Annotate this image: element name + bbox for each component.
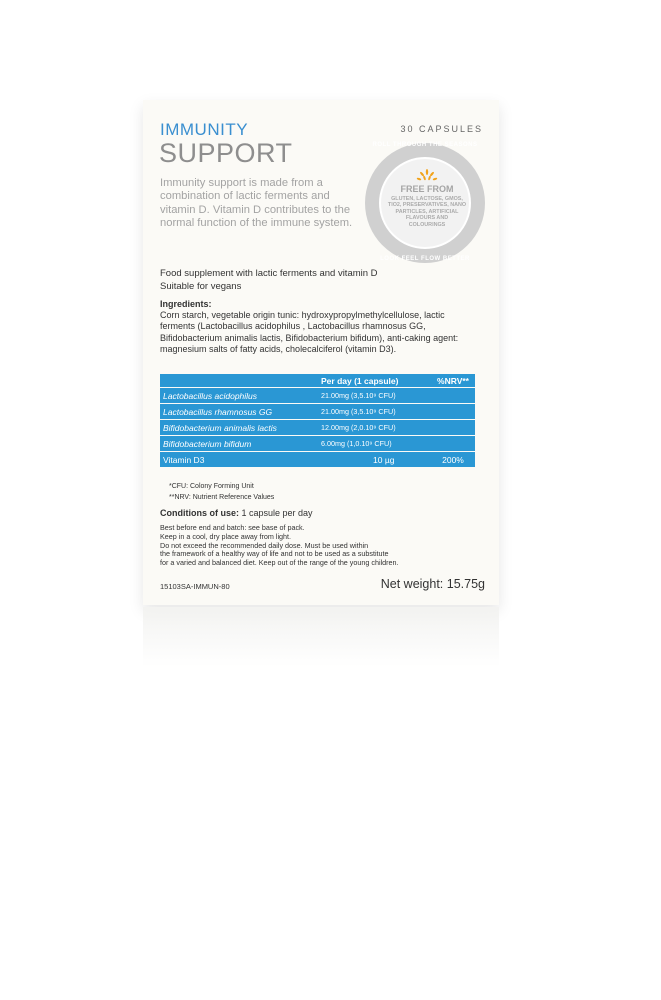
row-value: 6.00mg (1,0.10⁹ CFU)	[318, 436, 431, 451]
table-row	[160, 404, 475, 419]
row-value: 21.00mg (3,5.10⁹ CFU)	[318, 404, 431, 419]
conditions-details	[160, 524, 490, 568]
table-row	[160, 436, 475, 451]
row-nrv: 200%	[431, 452, 475, 467]
badge-heading: FREE FROM	[400, 184, 454, 194]
table-row	[160, 388, 475, 403]
badge-items: GLUTEN, LACTOSE, GMOS, TIO2, PRESERVATIVES, NANO PARTICLES, ARTIFICIAL FLAVOURS AND COLOURINGS	[387, 196, 467, 228]
table-row	[160, 420, 475, 435]
box-reflection	[143, 607, 499, 667]
row-value: 10 µg	[318, 452, 431, 467]
detail-line: the framework of a healthy way of life and not to be used as a substitute	[160, 549, 389, 559]
table-header-row	[160, 374, 475, 387]
detail-line: for a varied and balanced diet. Keep out of the range of the young children.	[160, 558, 399, 568]
row-name: Lactobacillus rhamnosus GG	[160, 404, 318, 419]
row-nrv	[431, 404, 475, 419]
row-name: Lactobacillus acidophilus	[160, 388, 318, 403]
title-support: SUPPORT	[159, 138, 293, 168]
table-header-blank	[160, 374, 318, 387]
table-row	[160, 452, 475, 467]
detail-line: Best before end and batch: see base of pack.	[160, 523, 305, 532]
supplement-line: Food supplement with lactic ferments and vitamin D	[160, 268, 378, 279]
vegan-line: Suitable for vegans	[160, 281, 242, 292]
detail-line: Keep in a cool, dry place away from light.	[160, 531, 292, 541]
nrv-note: **NRV: Nutrient Reference Values	[169, 494, 275, 501]
row-name: Bifidobacterium bifidum	[160, 436, 318, 451]
row-nrv	[431, 388, 475, 403]
conditions-of-use	[160, 508, 313, 518]
row-name: Vitamin D3	[160, 452, 318, 467]
product-code: 15103SA-IMMUN-80	[160, 582, 230, 591]
table-header-nrv: %NRV**	[431, 374, 475, 387]
badge-arc-top: ROLL THROUGH THE SEASONS	[372, 142, 478, 148]
badge-inner	[379, 157, 471, 249]
cfu-note: *CFU: Colony Forming Unit	[169, 483, 254, 490]
free-from-badge	[365, 143, 485, 263]
row-nrv	[431, 436, 475, 451]
ingredients-heading: Ingredients:	[160, 299, 212, 309]
title-immunity: IMMUNITY	[160, 120, 249, 139]
product-box	[143, 100, 499, 605]
nutrition-table	[160, 373, 475, 468]
conditions-value: 1 capsule per day	[241, 508, 313, 518]
table-header-perday: Per day (1 capsule)	[318, 374, 431, 387]
conditions-label: Conditions of use:	[160, 508, 239, 518]
sun-icon	[416, 168, 438, 184]
row-nrv	[431, 420, 475, 435]
row-name: Bifidobacterium animalis lactis	[160, 420, 318, 435]
row-value: 12.00mg (2,0.10⁹ CFU)	[318, 420, 431, 435]
capsule-count: 30 CAPSULES	[400, 124, 483, 134]
ingredients-text: Corn starch, vegetable origin tunic: hydroxypropylmethylcellulose, lactic ferments (Lactobacillus acidophilus , Lactobacillus rhamnosus GG, Bifidobacterium animalis lactis, Bifidobacterium bifidum), anti-caking agent: magnesium salts of fatty acids, cholecalciferol (vitamin D3).	[160, 310, 459, 354]
badge-arc-bottom: LOOK FEEL FLOW BETTER	[380, 256, 470, 262]
product-description: Immunity support is made from a combination of lactic ferments and vitamin D. Vitamin D contributes to the normal function of the immune system.	[160, 177, 353, 230]
detail-line: Do not exceed the recommended daily dose. Must be used within	[160, 540, 369, 550]
row-value: 21.00mg (3,5.10⁹ CFU)	[318, 388, 431, 403]
net-weight: Net weight: 15.75g	[380, 577, 485, 591]
